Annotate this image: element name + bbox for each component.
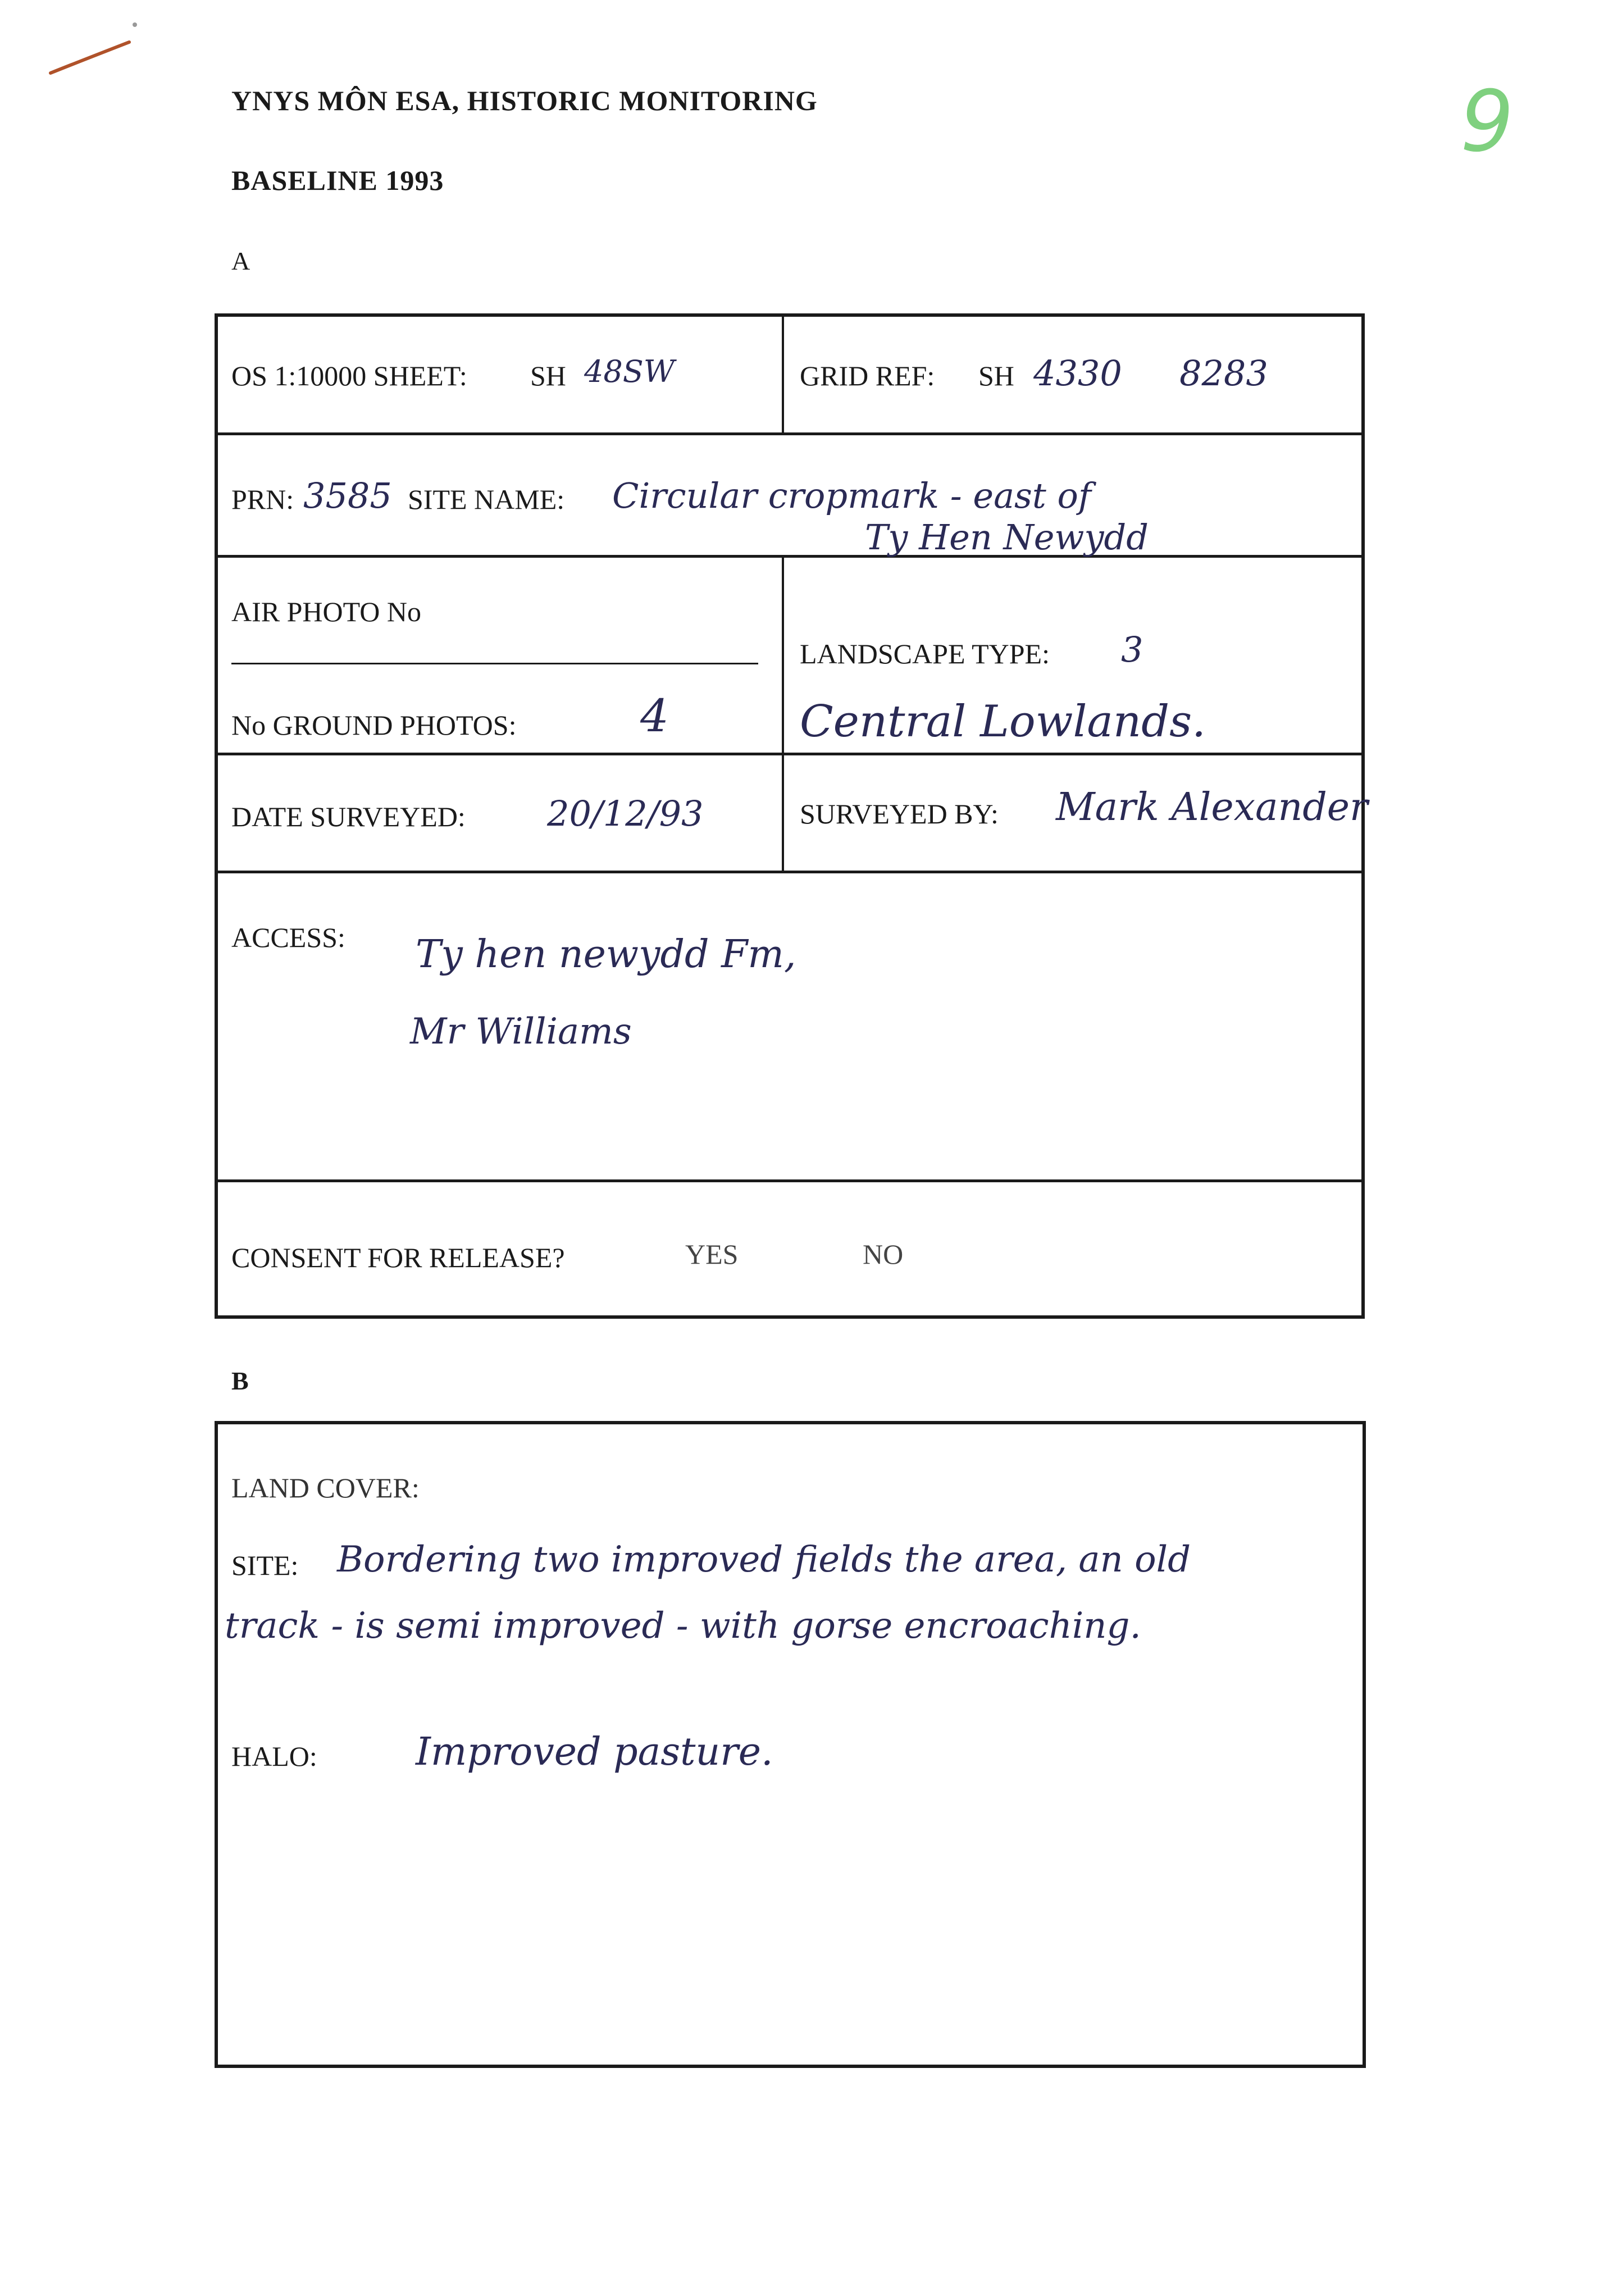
consent-label: CONSENT FOR RELEASE? xyxy=(231,1242,565,1273)
site-cover-label: SITE: xyxy=(231,1550,299,1581)
os-sheet-value: 48SW xyxy=(584,354,675,389)
site-cover-line1: Bordering two improved fields the area, an old xyxy=(337,1539,1191,1580)
site-name-line2: Ty Hen Newydd xyxy=(865,517,1149,558)
halo-value: Improved pasture. xyxy=(416,1730,773,1774)
surveyed-by-label: SURVEYED BY: xyxy=(800,798,999,830)
halo-label: HALO: xyxy=(231,1741,317,1772)
prn-label: PRN: xyxy=(231,484,294,515)
form-subtitle: BASELINE 1993 xyxy=(231,165,444,196)
page-number: 9 xyxy=(1460,73,1514,171)
access-line2: Mr Williams xyxy=(410,1011,632,1053)
column-divider xyxy=(782,555,784,871)
site-cover-line2: track - is semi improved - with gorse encroaching. xyxy=(225,1605,1141,1647)
os-sheet-prefix: SH xyxy=(530,360,566,391)
air-photo-label: AIR PHOTO No xyxy=(231,596,421,627)
site-name-line1: Circular cropmark - east of xyxy=(612,475,1091,516)
landscape-type-description: Central Lowlands. xyxy=(800,696,1206,747)
grid-ref-prefix: SH xyxy=(978,360,1014,391)
grid-ref-label: GRID REF: xyxy=(800,360,935,391)
air-photo-underline xyxy=(231,663,758,664)
consent-yes-option: YES xyxy=(685,1238,739,1270)
row-divider xyxy=(215,1179,1365,1182)
access-label: ACCESS: xyxy=(231,922,345,953)
grid-ref-easting: 4330 xyxy=(1033,353,1122,394)
section-b-box xyxy=(215,1421,1366,2068)
section-b-letter: B xyxy=(231,1366,249,1395)
ground-photos-value: 4 xyxy=(640,690,669,742)
column-divider xyxy=(782,313,784,432)
access-line1: Ty hen newydd Fm, xyxy=(416,932,796,977)
surveyed-by-value: Mark Alexander xyxy=(1056,785,1368,830)
row-divider xyxy=(215,555,1365,558)
ground-photos-label: No GROUND PHOTOS: xyxy=(231,709,517,741)
row-divider xyxy=(215,432,1365,435)
land-cover-label: LAND COVER: xyxy=(231,1472,420,1504)
date-surveyed-value: 20/12/93 xyxy=(547,793,704,834)
landscape-type-value: 3 xyxy=(1121,629,1143,670)
prn-value: 3585 xyxy=(303,475,392,516)
site-name-label: SITE NAME: xyxy=(408,484,565,515)
form-title: YNYS MÔN ESA, HISTORIC MONITORING xyxy=(231,85,818,116)
row-divider xyxy=(215,753,1365,755)
section-a-letter: A xyxy=(231,247,250,275)
consent-no-option: NO xyxy=(863,1238,904,1270)
landscape-type-label: LANDSCAPE TYPE: xyxy=(800,638,1050,669)
row-divider xyxy=(215,871,1365,873)
grid-ref-northing: 8283 xyxy=(1179,353,1268,394)
stray-pen-mark xyxy=(45,17,152,84)
os-sheet-label: OS 1:10000 SHEET: xyxy=(231,360,467,391)
date-surveyed-label: DATE SURVEYED: xyxy=(231,801,466,832)
